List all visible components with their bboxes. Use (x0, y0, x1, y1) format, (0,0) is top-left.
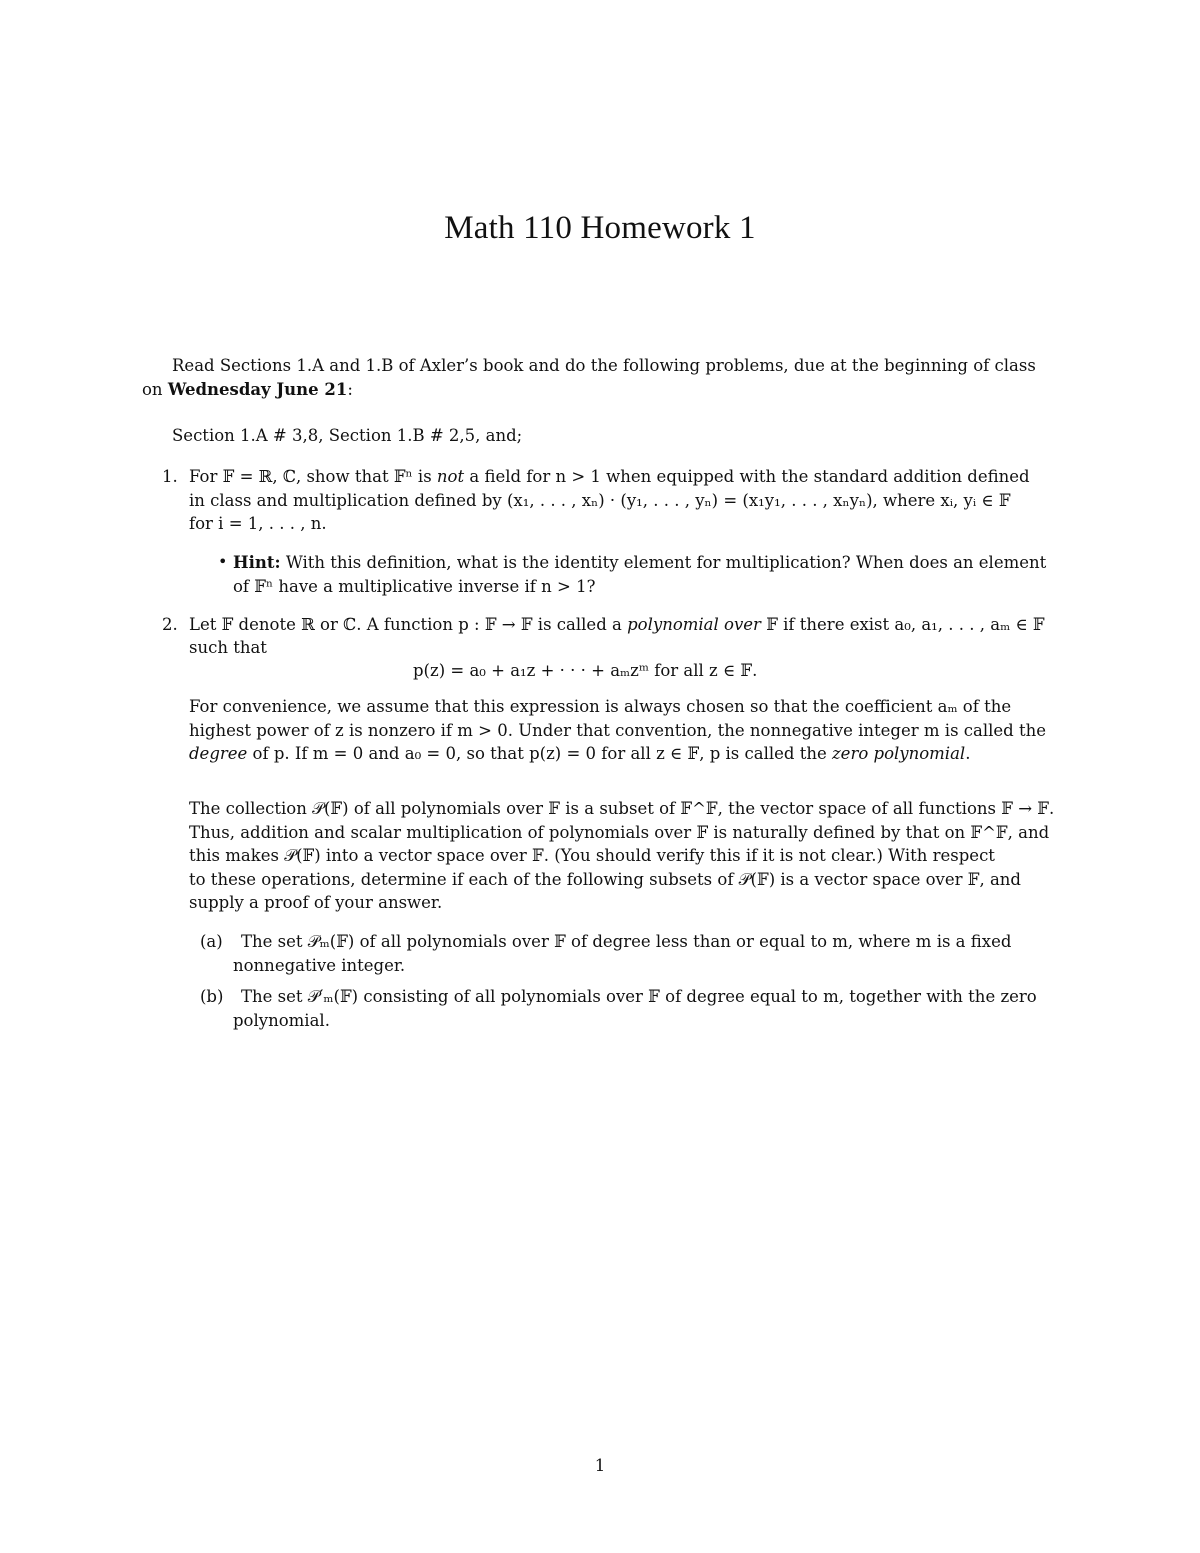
assigned-sections: Section 1.A # 3,8, Section 1.B # 2,5, and; (172, 426, 523, 445)
intro-line-1: Read Sections 1.A and 1.B of Axler’s book and do the following problems, due at the beginning of class (172, 356, 1036, 375)
problem-2-line-2: such that (189, 638, 267, 657)
problem-1-line-3: for i = 1, . . . , n. (189, 514, 327, 533)
degree-term: degree (189, 744, 248, 763)
item-b-line-1: The set 𝒫′ₘ(𝔽) consisting of all polynomials over 𝔽 of degree equal to m, together with the zero (241, 987, 1037, 1006)
collection-line-3: this makes 𝒫(𝔽) into a vector space over 𝔽. (You should verify this if it is not clear.) With respect (189, 846, 995, 865)
problem-1-line-2: in class and multiplication defined by (x₁, . . . , xₙ) · (y₁, . . . , yₙ) = (x₁y₁, . . . , xₙyₙ), where xᵢ, yᵢ ∈ 𝔽 (189, 491, 1011, 510)
hint-line-1 (233, 552, 1046, 574)
polynomial-over-term: polynomial over (627, 615, 761, 634)
convention-line-2: highest power of z is nonzero if m > 0. Under that convention, the nonnegative integer m is called the (189, 721, 1047, 740)
convention-line-3-a: of p. If m = 0 and a₀ = 0, so that p(z) = 0 for all z ∈ 𝔽, p is called the (247, 744, 832, 763)
intro-line-2-post: : (347, 380, 353, 399)
page-number: 1 (594, 1456, 606, 1475)
hint-line-2: of 𝔽ⁿ have a multiplicative inverse if n > 1? (233, 577, 596, 596)
problem-1-line-1-b: a field for n > 1 when equipped with the standard addition defined (464, 467, 1030, 486)
collection-line-1: The collection 𝒫(𝔽) of all polynomials over 𝔽 is a subset of 𝔽^𝔽, the vector space of all functions 𝔽 → 𝔽. (189, 799, 1055, 818)
item-b-line-2: polynomial. (233, 1011, 330, 1030)
convention-line-1: For convenience, we assume that this expression is always chosen so that the coefficient aₘ of the (189, 697, 1012, 716)
collection-line-5: supply a proof of your answer. (189, 893, 443, 912)
polynomial-equation: p(z) = a₀ + a₁z + · · · + aₘzᵐ for all z ∈ 𝔽. (413, 661, 758, 680)
item-b-label: (b) (200, 987, 224, 1006)
hint-label: Hint: (233, 553, 281, 572)
hint-text-1: With this definition, what is the identity element for multiplication? When does an element (280, 553, 1047, 572)
collection-line-2: Thus, addition and scalar multiplication of polynomials over 𝔽 is naturally defined by that on 𝔽^𝔽, and (189, 823, 1050, 842)
problem-1-emphasis: not (436, 467, 465, 486)
collection-line-4: to these operations, determine if each of the following subsets of 𝒫(𝔽) is a vector space over 𝔽, and (189, 870, 1021, 889)
problem-2-line-1-b: 𝔽 if there exist a₀, a₁, . . . , aₘ ∈ 𝔽 (760, 615, 1045, 634)
item-a-line-1: The set 𝒫ₘ(𝔽) of all polynomials over 𝔽 of degree less than or equal to m, where m is a fixed (241, 932, 1012, 951)
intro-line-2-pre: on (142, 380, 168, 399)
due-date: Wednesday June 21 (167, 380, 348, 399)
problem-2-line-1 (189, 614, 1045, 636)
convention-line-3-end: . (965, 744, 971, 763)
hint-bullet: • (218, 552, 228, 571)
intro-line-2 (142, 379, 353, 401)
problem-2-line-1-a: Let 𝔽 denote ℝ or ℂ. A function p : 𝔽 → 𝔽 is called a (189, 615, 628, 634)
zero-polynomial-term: zero polynomial (831, 744, 966, 763)
item-a-label: (a) (200, 932, 223, 951)
item-a-line-2: nonnegative integer. (233, 956, 406, 975)
problem-2-number: 2. (162, 615, 178, 634)
problem-1-number: 1. (162, 467, 178, 486)
convention-line-3 (189, 743, 970, 765)
page-title: Math 110 Homework 1 (444, 210, 756, 246)
problem-1-line-1-a: For 𝔽 = ℝ, ℂ, show that 𝔽ⁿ is (189, 467, 437, 486)
problem-1-line-1 (189, 466, 1030, 488)
